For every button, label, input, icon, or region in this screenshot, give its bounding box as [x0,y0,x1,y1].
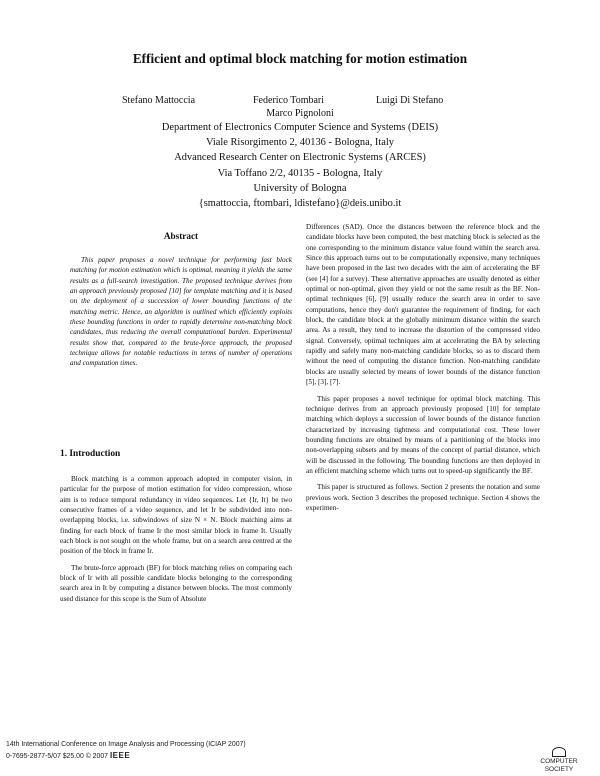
paragraph: The brute-force approach (BF) for block matching relies on comparing each block of Ir with all possible candidate blocks belonging to the corresponding search area in It by computing a distance between blocks. The most commonly used distance for this scope is the Sum of Absolute [60,563,292,603]
affiliation-line: University of Bologna [253,182,347,194]
abstract-text: This paper proposes a novel technique for performing fast block matching for motion estimation which is optimal, meaning it yields the same results as a full-search investigation. The proposed technique derives from an approach previously proposed [10] for template matching and it is based on the deployment of a succession of lower bounding functions of the matching metric. Hence, an algorithm is outlined which efficiently exploits these bounding functions in order to rapidly determine non-matching block candidates, thus reducing the overall computational burden. Experimental results show that, compared to the brute-force approach, the proposed technique allows for notable reductions in terms of number of operations and computation times. [70,256,292,368]
paragraph: Block matching is a common approach adopted in computer vision, in particular for the purpose of motion estimation for video compression, whose aim is to reduce temporal redundancy in video sequences. Let {Ir, It} be two consecutive frames of a video sequence, and let Ir be subdivided into non-overlapping blocks, i.e. subwindows of size N × N. Block matching aims at finding for each block of frame Ir the most similar block in frame It. Usually each block is not sought on the whole frame, but on a search area centred at the position of the block in frame Ir. [60,475,292,556]
paper-title: Efficient and optimal block matching for motion estimation [132,51,468,66]
logo-text-line: COMPUTER [540,758,578,765]
society-emblem-icon [552,747,566,757]
abstract-heading: Abstract [163,231,199,241]
paragraph: This paper is structured as follows. Section 2 presents the notation and some previous work. Section 3 describes the proposed technique. Section 4 shows the experimen- [306,483,540,512]
footer-conference: 14th International Conference on Image Analysis and Processing (ICIAP 2007) [6,741,246,748]
author-1: Stefano Mattoccia [122,95,196,106]
ieee-logo: IEEE [109,751,131,760]
footer-isbn: 0-7695-2877-5/07 $25.00 © 2007 [6,753,109,760]
logo-text-line: SOCIETY [544,766,574,773]
computer-society-logo [532,747,586,774]
affiliation-line: Viale Risorgimento 2, 40136 - Bologna, Italy [206,137,394,149]
left-column [60,474,292,610]
footer-copyright [6,751,130,760]
affiliation-line: Via Toffano 2/2, 40135 - Bologna, Italy [217,167,383,179]
paragraph: Differences (SAD). Once the distances between the reference block and the candidate blocks have been computed, the best matching block is selected as the one corresponding to the minimum distance value found within the search area. Since this approach turns out to be computationally expensive, many techniques have been proposed in the last two decades with the aim of accelerating the BF (see [4] for a survey). These alternative approaches are usually denoted as either optimal or non-optimal, given they yield or not the same result as the BF. Non-optimal techniques [6], [9] usually reduce the search area in order to save computations, hence they don't guarantee the requirement of finding, for each block, the candidate block at the globally minimum distance within the search area. As a result, they tend to increase the distortion of the compressed video signal. Conversely, optimal techniques aim at accelerating the BA by selecting rapidly and safely many non-matching candidate blocks, so as to discard them without the need of computing the distance function. Non-matching candidate blocks are usually selected by means of lower bounds of the distance function [5], [3], [7]. [306,223,540,387]
affiliation-block [0,120,600,211]
author-2: Federico Tombari [253,95,325,106]
author-3: Luigi Di Stefano [376,95,444,106]
affiliation-line: Department of Electronics Computer Science and Systems (DEIS) [161,122,439,133]
author-4: Marco Pignoloni [266,108,334,119]
section-heading-introduction: 1. Introduction [60,449,121,459]
paragraph: This paper proposes a novel technique for optimal block matching. This technique derives from an approach previously proposed [10] for template matching which deploys a succession of lower bounds of the distance function characterized by increasing tightness and computational cost. These lower bounding functions are obtained by means of a partitioning of the blocks into non-overlapping subsets and by means of the concept of partial distance, which will be discussed in the following. The bounding functions are then deployed in an efficient matching scheme which turns out to speed-up significantly the BF. [306,394,540,475]
author-emails: {smattoccia, ftombari, ldistefano}@deis.unibo.it [198,198,402,210]
affiliation-line: Advanced Research Center on Electronic Systems (ARCES) [174,152,426,164]
right-column [306,222,540,519]
